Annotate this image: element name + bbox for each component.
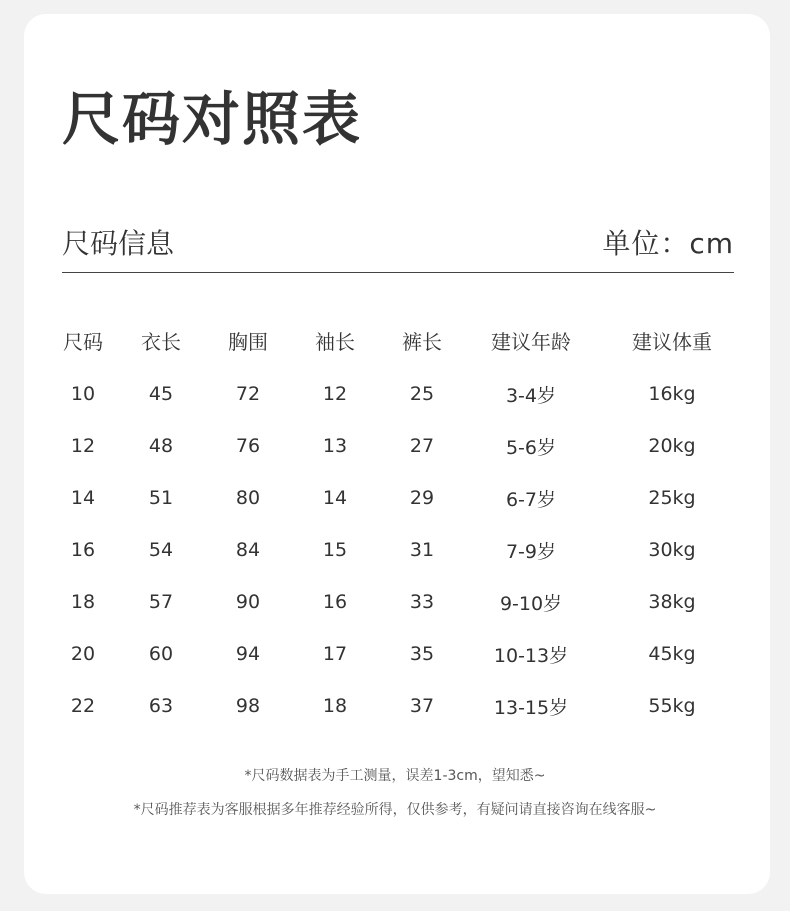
cell-chest: 84 xyxy=(235,539,261,561)
cell-sleeve: 14 xyxy=(322,487,348,509)
cell-sleeve: 18 xyxy=(322,695,348,717)
header-weight: 建议体重 xyxy=(632,329,712,354)
table-row xyxy=(48,420,748,472)
header-age: 建议年龄 xyxy=(491,329,571,354)
cell-weight: 55kg xyxy=(648,695,696,717)
cell-weight: 20kg xyxy=(648,435,696,457)
cell-age: 7-9岁 xyxy=(505,540,557,563)
table-row xyxy=(48,472,748,524)
recommendation-note: *尺码推荐表为客服根据多年推荐经验所得，仅供参考，有疑问请直接咨询在线客服~ xyxy=(133,802,657,818)
cell-length: 54 xyxy=(148,539,174,561)
cell-length: 63 xyxy=(148,695,174,717)
cell-chest: 98 xyxy=(235,695,261,717)
cell-age: 5-6岁 xyxy=(505,436,557,459)
cell-pants: 33 xyxy=(409,591,435,613)
cell-size: 12 xyxy=(70,435,96,457)
header-sleeve: 袖长 xyxy=(315,329,355,354)
table-row xyxy=(48,524,748,576)
cell-length: 60 xyxy=(148,643,174,665)
cell-length: 57 xyxy=(148,591,174,613)
cell-pants: 29 xyxy=(409,487,435,509)
cell-sleeve: 13 xyxy=(322,435,348,457)
cell-weight: 30kg xyxy=(648,539,696,561)
cell-weight: 16kg xyxy=(648,383,696,405)
cell-size: 22 xyxy=(70,695,96,717)
cell-age: 13-15岁 xyxy=(493,696,569,719)
cell-pants: 37 xyxy=(409,695,435,717)
cell-pants: 25 xyxy=(409,383,435,405)
table-row xyxy=(48,576,748,628)
cell-size: 20 xyxy=(70,643,96,665)
cell-chest: 80 xyxy=(235,487,261,509)
cell-chest: 90 xyxy=(235,591,261,613)
size-chart-card xyxy=(24,14,770,894)
cell-size: 16 xyxy=(70,539,96,561)
table-header-row xyxy=(48,312,748,368)
header-chest: 胸围 xyxy=(228,329,268,354)
cell-length: 51 xyxy=(148,487,174,509)
table-row xyxy=(48,368,748,420)
cell-age: 10-13岁 xyxy=(493,644,569,667)
cell-sleeve: 16 xyxy=(322,591,348,613)
size-table xyxy=(48,312,748,732)
header-length: 衣长 xyxy=(141,329,181,354)
info-header xyxy=(62,226,734,273)
cell-chest: 72 xyxy=(235,383,261,405)
cell-sleeve: 17 xyxy=(322,643,348,665)
cell-size: 10 xyxy=(70,383,96,405)
cell-age: 6-7岁 xyxy=(505,488,557,511)
cell-sleeve: 12 xyxy=(322,383,348,405)
cell-chest: 76 xyxy=(235,435,261,457)
measurement-note: *尺码数据表为手工测量，误差1-3cm，望知悉~ xyxy=(244,768,546,784)
size-info-label: 尺码信息 xyxy=(62,227,175,260)
table-row xyxy=(48,628,748,680)
cell-size: 18 xyxy=(70,591,96,613)
cell-pants: 27 xyxy=(409,435,435,457)
cell-length: 48 xyxy=(148,435,174,457)
cell-age: 9-10岁 xyxy=(499,592,563,615)
cell-size: 14 xyxy=(70,487,96,509)
header-size: 尺码 xyxy=(63,329,103,354)
page-title: 尺码对照表 xyxy=(62,85,363,153)
unit-label: 单位：cm xyxy=(602,227,734,260)
cell-weight: 25kg xyxy=(648,487,696,509)
cell-length: 45 xyxy=(148,383,174,405)
cell-age: 3-4岁 xyxy=(505,384,557,407)
table-row xyxy=(48,680,748,732)
cell-pants: 31 xyxy=(409,539,435,561)
cell-pants: 35 xyxy=(409,643,435,665)
cell-weight: 45kg xyxy=(648,643,696,665)
notes xyxy=(0,766,790,834)
cell-chest: 94 xyxy=(235,643,261,665)
cell-weight: 38kg xyxy=(648,591,696,613)
cell-sleeve: 15 xyxy=(322,539,348,561)
header-pants: 裤长 xyxy=(402,329,442,354)
